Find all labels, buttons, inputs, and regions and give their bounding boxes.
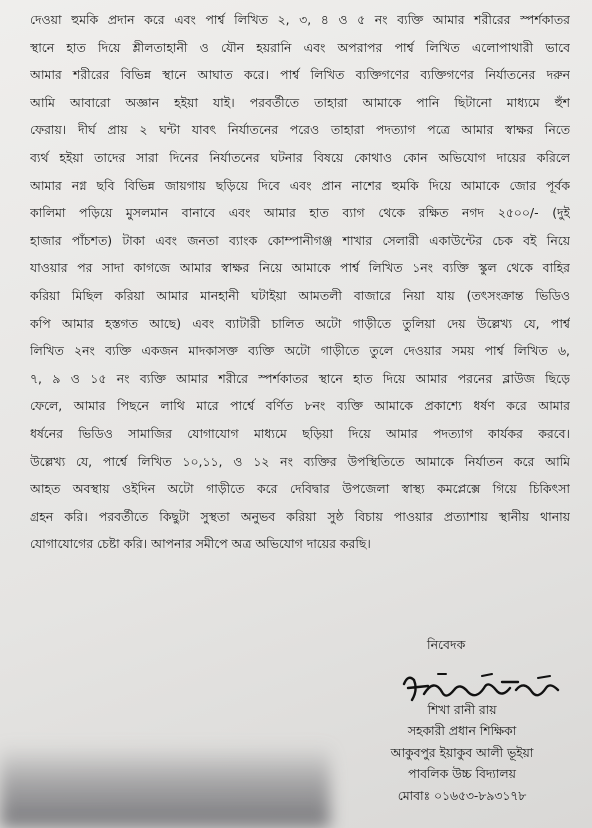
body-line: কপি আমার হস্তগত আছে) এবং ব্যাটারী চালিত অটো গাড়ীতে তুলিয়া দেয় উল্লেখ্য যে, পার্শ্ব <box>30 315 570 331</box>
body-line: আমি আবারো অজ্ঞান হইয়া যাই। পরবর্তীতে তাহারা আমাকে পানি ছিটানো মাধ্যমে হুঁশ <box>30 94 570 110</box>
body-line: দেওয়া হুমকি প্রদান করে এবং পার্শ্ব লিখিত ২, ৩, ৪ ও ৫ নং ব্যক্তি আমার শরীরের স্পর্শকাতর <box>30 12 570 27</box>
complaint-body <box>30 6 570 558</box>
body-line: ধর্ষনের ভিডিও সামাজির যোগাযোগ মাধ্যমে ছড়িয়া দিয়ে আমার পদত্যাগ কার্যকর করবে। <box>30 425 570 441</box>
body-line: আহত অবস্থায় ওইদিন অটো গাড়ীতে করে দেবিদ্বার উপজেলা স্বাস্থ্য কমপ্লেক্সে গিয়ে চিকিৎসা <box>30 481 570 497</box>
signature-block <box>352 700 572 807</box>
body-line: ফেলে, আমার পিছনে লাথি মারে পার্শ্বে বর্ণিত ৮নং ব্যক্তি আমাকে প্রকাশ্যে ধর্ষণ করে আমার <box>30 398 570 414</box>
signatory-name: শিখা রানী রায় <box>427 703 497 717</box>
body-line: স্থানে হাত দিয়ে শ্লীলতাহানী ও যৌন হয়রানি এবং অপরাপর পার্শ্ব লিখিত এলোপাথারী ভাবে <box>30 39 570 55</box>
body-line: উল্লেখ্য যে, পার্শ্বে লিখিত ১০,১১, ও ১২ নং ব্যক্তির উপস্থিতিতে আমাকে নির্যাতন করে আমি <box>30 453 570 469</box>
school-name-line-2: পাবলিক উচ্চ বিদ্যালয় <box>408 767 516 782</box>
body-line: গ্রহন করি। পরবর্তীতে কিছুটা সুস্থতা অনুভব করিয়া সুষ্ঠ বিচায় পাওয়ার প্রত্যাশায় স্থানীয় থানায় <box>30 508 570 524</box>
photo-shadow <box>0 745 330 828</box>
body-line: করিয়া মিছিল করিয়া আমার মানহানী ঘটাইয়া আমতলী বাজারে নিয়া যায় (তৎসংক্রান্ত ভিডিও <box>30 287 570 303</box>
body-line: কালিমা পড়িয়ে মুসলমান বানাবে এবং আমার হাত ব্যাগ থেকে রক্ষিত নগদ ২৫০০/- (দুই <box>30 205 570 221</box>
signatory-designation: সহকারী প্রধান শিক্ষিকা <box>407 724 517 739</box>
body-line: যোগাযোগের চেষ্টা করি। আপনার সমীপে অত্র অভিযোগ দায়ের করছি। <box>30 536 371 552</box>
applicant-label: নিবেদক <box>427 637 466 652</box>
school-name-line-1: আকুবপুর ইয়াকুব আলী ভূইয়া <box>390 745 534 760</box>
body-line: আমার নগ্ন ছবি বিভিন্ন জায়গায় ছড়িয়ে দিবে এবং প্রান নাশের হুমকি দিয়ে আমাকে জোর পূর্বক <box>30 177 570 193</box>
body-line: লিখিত ২নং ব্যক্তি একজন মাদকাসক্ত ব্যক্তি অটো গাড়ীতে তুলে দেওয়ার সময় পার্শ্ব লিখিত ৬, <box>30 343 570 359</box>
body-line: হাজার পাঁচশত) টাকা এবং জনতা ব্যাংক কোম্পানীগঞ্জ শাখার সেলারী একাউন্টের চেক বই নিয়ে <box>30 232 570 248</box>
body-line: ৭, ৯ ও ১৫ নং ব্যক্তি আমার শরীরে স্পর্শকাতর স্থানে হাত দিয়ে আমার পরনের ব্লাউজ ছিড়ে <box>30 370 570 386</box>
body-line: ব্যর্থ হইয়া তাদের সারা দিনের নির্যাতনের ঘটনার বিষয়ে কোথাও কোন অভিযোগ দায়ের করিলে <box>30 149 570 165</box>
body-line: ফেরায়। দীর্ঘ প্রায় ২ ঘন্টা যাবৎ নির্যাতনের পরেও তাহারা পদত্যাগ পত্রে আমার স্বাক্ষর নিতে <box>30 122 570 138</box>
mobile-number: মোবাঃ ০১৬৫৩-৮৯৩১৭৮ <box>397 788 527 803</box>
body-line: যাওয়ার পর সাদা কাগজে আমার স্বাক্ষর নিয়ে আমাকে পার্শ্ব লিখিত ১নং ব্যক্তি স্কুল থেকে বাহির <box>30 260 570 276</box>
body-line: আমার শরীরের বিভিন্ন স্থানে আঘাত করে। পার্শ্ব লিখিত ব্যক্তিগণের ব্যক্তিগণের নির্যাতনের দরুন <box>30 67 570 83</box>
